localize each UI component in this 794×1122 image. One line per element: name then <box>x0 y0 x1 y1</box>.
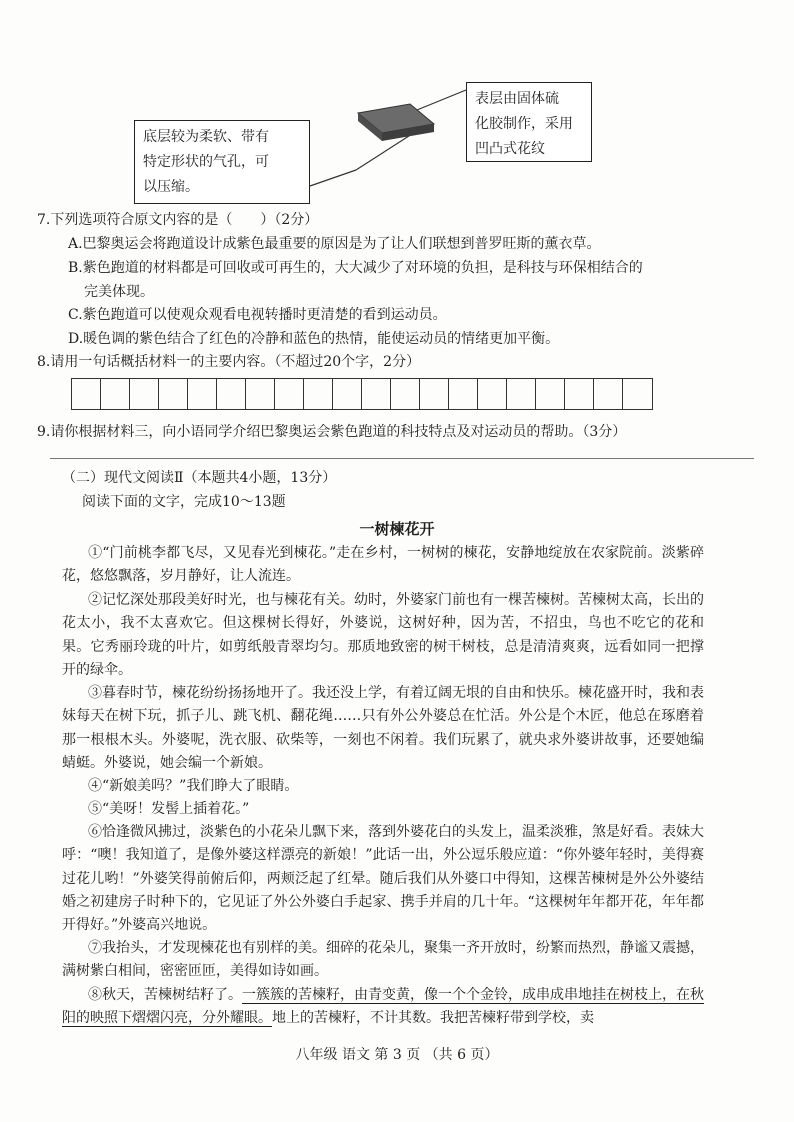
section-heading: （二）现代文阅读Ⅱ（本题共4小题，13分） <box>62 470 337 486</box>
passage-paragraph-4: ④“新娘美吗？”我们睁大了眼睛。 <box>88 778 299 794</box>
connector-line-right <box>412 90 466 112</box>
answer-cell[interactable] <box>159 379 188 409</box>
question-9-stem: 9.请你根据材料三，向小语同学介绍巴黎奥运会紫色跑道的科技特点及对运动员的帮助。（3分） <box>37 424 627 440</box>
answer-cell[interactable] <box>217 379 246 409</box>
underlined-sentence: 一簇簇的苦楝籽，由青变黄，像一个个金铃，成串成串地挂在树枝上，在秋阳的映照下熠熠闪亮，分外耀眼。 <box>62 987 704 1027</box>
passage-paragraph-2: ②记忆深处那段美好时光，也与楝花有关。幼时，外婆家门前也有一棵苦楝树。苦楝树太高，长出的花太小，我不太喜欢它。但这棵树长得好，外婆说，这树好种，因为苦，不招虫，鸟也不吃它的花和果。它秀丽玲珑的叶片，如剪纸般青翠均匀。那质地致密的树干树枝，总是清清爽爽，远看如同一把撑开的绿伞。 <box>62 592 704 678</box>
question-7-stem: 7.下列选项符合原文内容的是（ ）（2分） <box>37 212 319 228</box>
label-line: 凹凸式花纹 <box>475 141 545 157</box>
track-material-sample-icon <box>358 104 434 141</box>
answer-cell[interactable] <box>420 379 449 409</box>
question-7-option-a: A.巴黎奥运会将跑道设计成紫色最重要的原因是为了让人们联想到普罗旺斯的薰衣草。 <box>68 236 601 252</box>
answer-cell[interactable] <box>449 379 478 409</box>
answer-cell[interactable] <box>130 379 159 409</box>
answer-cell[interactable] <box>536 379 565 409</box>
answer-cell[interactable] <box>304 379 333 409</box>
passage-title: 一树楝花开 <box>359 520 435 538</box>
answer-cell[interactable] <box>275 379 304 409</box>
answer-cell[interactable] <box>333 379 362 409</box>
passage-paragraph-1: ①“门前桃李都飞尽，又见春光到楝花。”走在乡村，一树树的楝花，安静地绽放在农家院前。淡紫碎花，悠悠飘落，岁月静好，让人流连。 <box>62 545 704 585</box>
track-material-diagram <box>0 0 794 220</box>
answer-cell[interactable] <box>72 379 101 409</box>
answer-cell[interactable] <box>391 379 420 409</box>
question-7-option-c: C.紫色跑道可以使观众观看电视转播时更清楚的看到运动员。 <box>68 307 447 323</box>
answer-grid[interactable] <box>71 378 653 410</box>
question-8-stem: 8.请用一句话概括材料一的主要内容。（不超过20个字，2分） <box>37 354 421 370</box>
answer-cell[interactable] <box>246 379 275 409</box>
label-line: 特定形状的气孔，可 <box>143 154 269 170</box>
question-7-option-b: B.紫色跑道的材料都是可回收或可再生的，大大减少了对环境的负担，是科技与环保相结合的 <box>68 260 643 276</box>
answer-cell[interactable] <box>101 379 130 409</box>
connector-line-left <box>310 170 356 186</box>
passage-paragraph-8: ⑧秋天，苦楝树结籽了。一簇簇的苦楝籽，由青变黄，像一个个金铃，成串成串地挂在树枝上，在秋阳的映照下熠熠闪亮，分外耀眼。地上的苦楝籽，不计其数。我把苦楝籽带到学校，卖 <box>62 987 704 1027</box>
label-line: 表层由固体硫 <box>475 91 559 107</box>
passage-paragraph-6: ⑥恰逢微风拂过，淡紫色的小花朵儿飘下来，落到外婆花白的头发上，温柔淡雅，煞是好看。表妹大呼：“噢！我知道了，是像外婆这样漂亮的新娘！”此话一出，外公逗乐般应道：“你外婆年轻时，美得赛过花儿哟！”外婆笑得前俯后仰，两颊泛起了红晕。随后我们从外婆口中得知，这棵苦楝树是外公外婆结婚之初建房子时种下的，它见证了外公外婆白手起家、携手并肩的几十年。“这棵树年年都开花，年年都开得好。”外婆高兴地说。 <box>62 824 704 934</box>
passage-paragraph-3: ③暮春时节，楝花纷纷扬扬地开了。我还没上学，有着辽阔无垠的自由和快乐。楝花盛开时，我和表妹每天在树下玩，抓子儿、跳飞机、翻花绳……只有外公外婆总在忙活。外公是个木匠，他总在琢磨着那一根根木头。外婆呢，洗衣服、砍柴等，一刻也不闲着。我们玩累了，就央求外婆讲故事，还要她编蜻蜓。外婆说，她会编一个新娘。 <box>62 685 704 771</box>
section-divider <box>50 458 754 459</box>
answer-cell[interactable] <box>362 379 391 409</box>
answer-cell[interactable] <box>507 379 536 409</box>
label-line: 底层较为柔软、带有 <box>143 129 269 145</box>
section-instruction: 阅读下面的文字，完成10～13题 <box>82 494 286 510</box>
label-line: 化胶制作，采用 <box>475 116 573 132</box>
answer-cell[interactable] <box>623 379 652 409</box>
answer-cell[interactable] <box>594 379 623 409</box>
page-footer: 八年级 语文 第 3 页 （共 6 页） <box>295 1047 499 1063</box>
passage-paragraph-5: ⑤“美呀！发髻上插着花。” <box>88 801 250 817</box>
label-line: 以压缩。 <box>143 179 199 195</box>
answer-cell[interactable] <box>188 379 217 409</box>
question-7-option-d: D.暖色调的紫色结合了红色的冷静和蓝色的热情，能使运动员的情绪更加平衡。 <box>68 331 560 347</box>
question-7-option-b-cont: 完美体现。 <box>84 284 154 300</box>
answer-cell[interactable] <box>478 379 507 409</box>
passage-paragraph-7: ⑦我抬头，才发现楝花也有别样的美。细碎的花朵儿，聚集一齐开放时，纷繁而热烈，静谧又震撼，满树紫白相间，密密匝匝，美得如诗如画。 <box>62 940 704 980</box>
answer-cell[interactable] <box>565 379 594 409</box>
